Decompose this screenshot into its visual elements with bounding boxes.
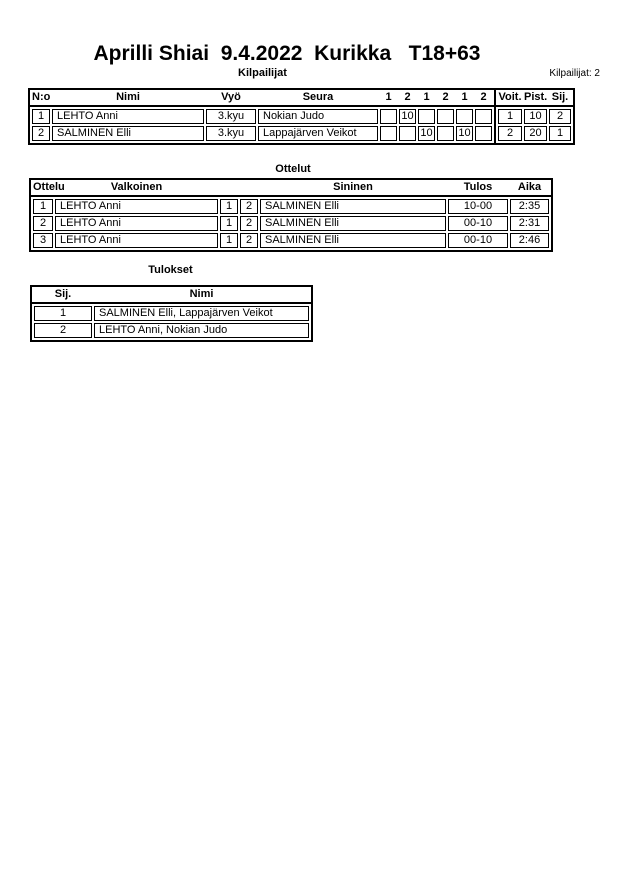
cell-seura: Lappajärven Veikot xyxy=(258,126,378,141)
col-header-sij: Sij. xyxy=(551,91,569,103)
table-tulokset xyxy=(30,285,313,342)
cell-sininen: SALMINEN Elli xyxy=(260,233,446,248)
cell-blue-no: 2 xyxy=(240,216,258,231)
col-header-score-4: 2 xyxy=(442,91,449,103)
cell-valkoinen: LEHTO Anni xyxy=(55,233,218,248)
cell-score-4 xyxy=(437,126,454,141)
table-kilpailijat-header-row xyxy=(30,90,494,107)
competitor-count: Kilpailijat: 2 xyxy=(549,68,600,79)
cell-score-6 xyxy=(475,109,492,124)
cell-ottelu: 2 xyxy=(33,216,53,231)
col-header-no: N:o xyxy=(32,91,51,103)
cell-no: 1 xyxy=(32,109,50,124)
cell-voit: 2 xyxy=(498,126,522,141)
col-header-vyo: Vyö xyxy=(221,91,241,103)
table-row xyxy=(498,126,571,141)
cell-sij: 1 xyxy=(34,306,92,321)
cell-pist: 20 xyxy=(524,126,547,141)
cell-sij: 2 xyxy=(549,109,571,124)
table-row xyxy=(498,109,571,124)
cell-ottelu: 3 xyxy=(33,233,53,248)
cell-sij: 1 xyxy=(549,126,571,141)
table-row xyxy=(33,199,549,214)
cell-nimi: SALMINEN Elli, Lappajärven Veikot xyxy=(94,306,309,321)
cell-white-no: 1 xyxy=(220,233,238,248)
cell-voit: 1 xyxy=(498,109,522,124)
cell-aika: 2:31 xyxy=(510,216,549,231)
cell-sij: 2 xyxy=(34,323,92,338)
col-header-ottelu: Ottelu xyxy=(33,181,65,193)
cell-vyo: 3.kyu xyxy=(206,126,256,141)
col-header-score-5: 1 xyxy=(461,91,468,103)
col-header-valkoinen: Valkoinen xyxy=(110,181,163,193)
col-header-nimi: Nimi xyxy=(189,288,214,300)
cell-tulos: 00-10 xyxy=(448,216,508,231)
section-title-ottelut: Ottelut xyxy=(275,163,311,175)
cell-score-4 xyxy=(437,109,454,124)
col-header-aika: Aika xyxy=(517,181,542,193)
cell-score-2: 10 xyxy=(399,109,416,124)
cell-score-3: 10 xyxy=(418,126,435,141)
cell-valkoinen: LEHTO Anni xyxy=(55,216,218,231)
cell-blue-no: 2 xyxy=(240,199,258,214)
col-header-score-1: 1 xyxy=(385,91,392,103)
cell-score-6 xyxy=(475,126,492,141)
standings-header-row xyxy=(496,90,573,107)
cell-sininen: SALMINEN Elli xyxy=(260,216,446,231)
cell-valkoinen: LEHTO Anni xyxy=(55,199,218,214)
cell-white-no: 1 xyxy=(220,216,238,231)
table-ottelut xyxy=(29,178,553,252)
table-tulokset-body xyxy=(32,304,311,340)
table-row xyxy=(33,216,549,231)
cell-aika: 2:46 xyxy=(510,233,549,248)
col-header-score-3: 1 xyxy=(423,91,430,103)
table-kilpailijat-main xyxy=(30,90,494,143)
cell-score-1 xyxy=(380,109,397,124)
table-kilpailijat-standings xyxy=(494,90,573,143)
cell-score-3 xyxy=(418,109,435,124)
table-ottelut-main xyxy=(31,180,551,250)
table-tulokset-header-row xyxy=(32,287,311,304)
cell-ottelu: 1 xyxy=(33,199,53,214)
col-header-score-6: 2 xyxy=(480,91,487,103)
standings-body xyxy=(496,107,573,143)
cell-score-5 xyxy=(456,109,473,124)
cell-seura: Nokian Judo xyxy=(258,109,378,124)
cell-tulos: 00-10 xyxy=(448,233,508,248)
table-ottelut-body xyxy=(31,197,551,250)
cell-tulos: 10-00 xyxy=(448,199,508,214)
col-header-tulos: Tulos xyxy=(463,181,493,193)
col-header-nimi: Nimi xyxy=(116,91,140,103)
col-header-pist: Pist. xyxy=(524,91,548,103)
table-row xyxy=(32,126,492,141)
table-kilpailijat-body xyxy=(30,107,494,143)
page-title: Aprilli Shiai 9.4.2022 Kurikka T18+63 xyxy=(93,42,481,65)
cell-score-1 xyxy=(380,126,397,141)
table-row xyxy=(34,306,309,321)
cell-score-2 xyxy=(399,126,416,141)
col-header-voit: Voit. xyxy=(498,91,522,103)
cell-sininen: SALMINEN Elli xyxy=(260,199,446,214)
cell-white-no: 1 xyxy=(220,199,238,214)
table-tulokset-main xyxy=(32,287,311,340)
table-row xyxy=(33,233,549,248)
col-header-sininen: Sininen xyxy=(333,181,373,193)
cell-pist: 10 xyxy=(524,109,547,124)
col-header-score-2: 2 xyxy=(404,91,411,103)
table-ottelut-header-row xyxy=(31,180,551,197)
table-kilpailijat xyxy=(28,88,575,145)
cell-nimi: LEHTO Anni, Nokian Judo xyxy=(94,323,309,338)
cell-aika: 2:35 xyxy=(510,199,549,214)
section-title-kilpailijat: Kilpailijat xyxy=(238,67,287,79)
col-header-seura: Seura xyxy=(302,91,334,103)
section-title-tulokset: Tulokset xyxy=(148,264,193,276)
col-header-sij: Sij. xyxy=(54,288,72,300)
cell-no: 2 xyxy=(32,126,50,141)
cell-nimi: SALMINEN Elli xyxy=(52,126,204,141)
cell-vyo: 3.kyu xyxy=(206,109,256,124)
table-row xyxy=(34,323,309,338)
cell-score-5: 10 xyxy=(456,126,473,141)
table-row xyxy=(32,109,492,124)
cell-nimi: LEHTO Anni xyxy=(52,109,204,124)
cell-blue-no: 2 xyxy=(240,233,258,248)
